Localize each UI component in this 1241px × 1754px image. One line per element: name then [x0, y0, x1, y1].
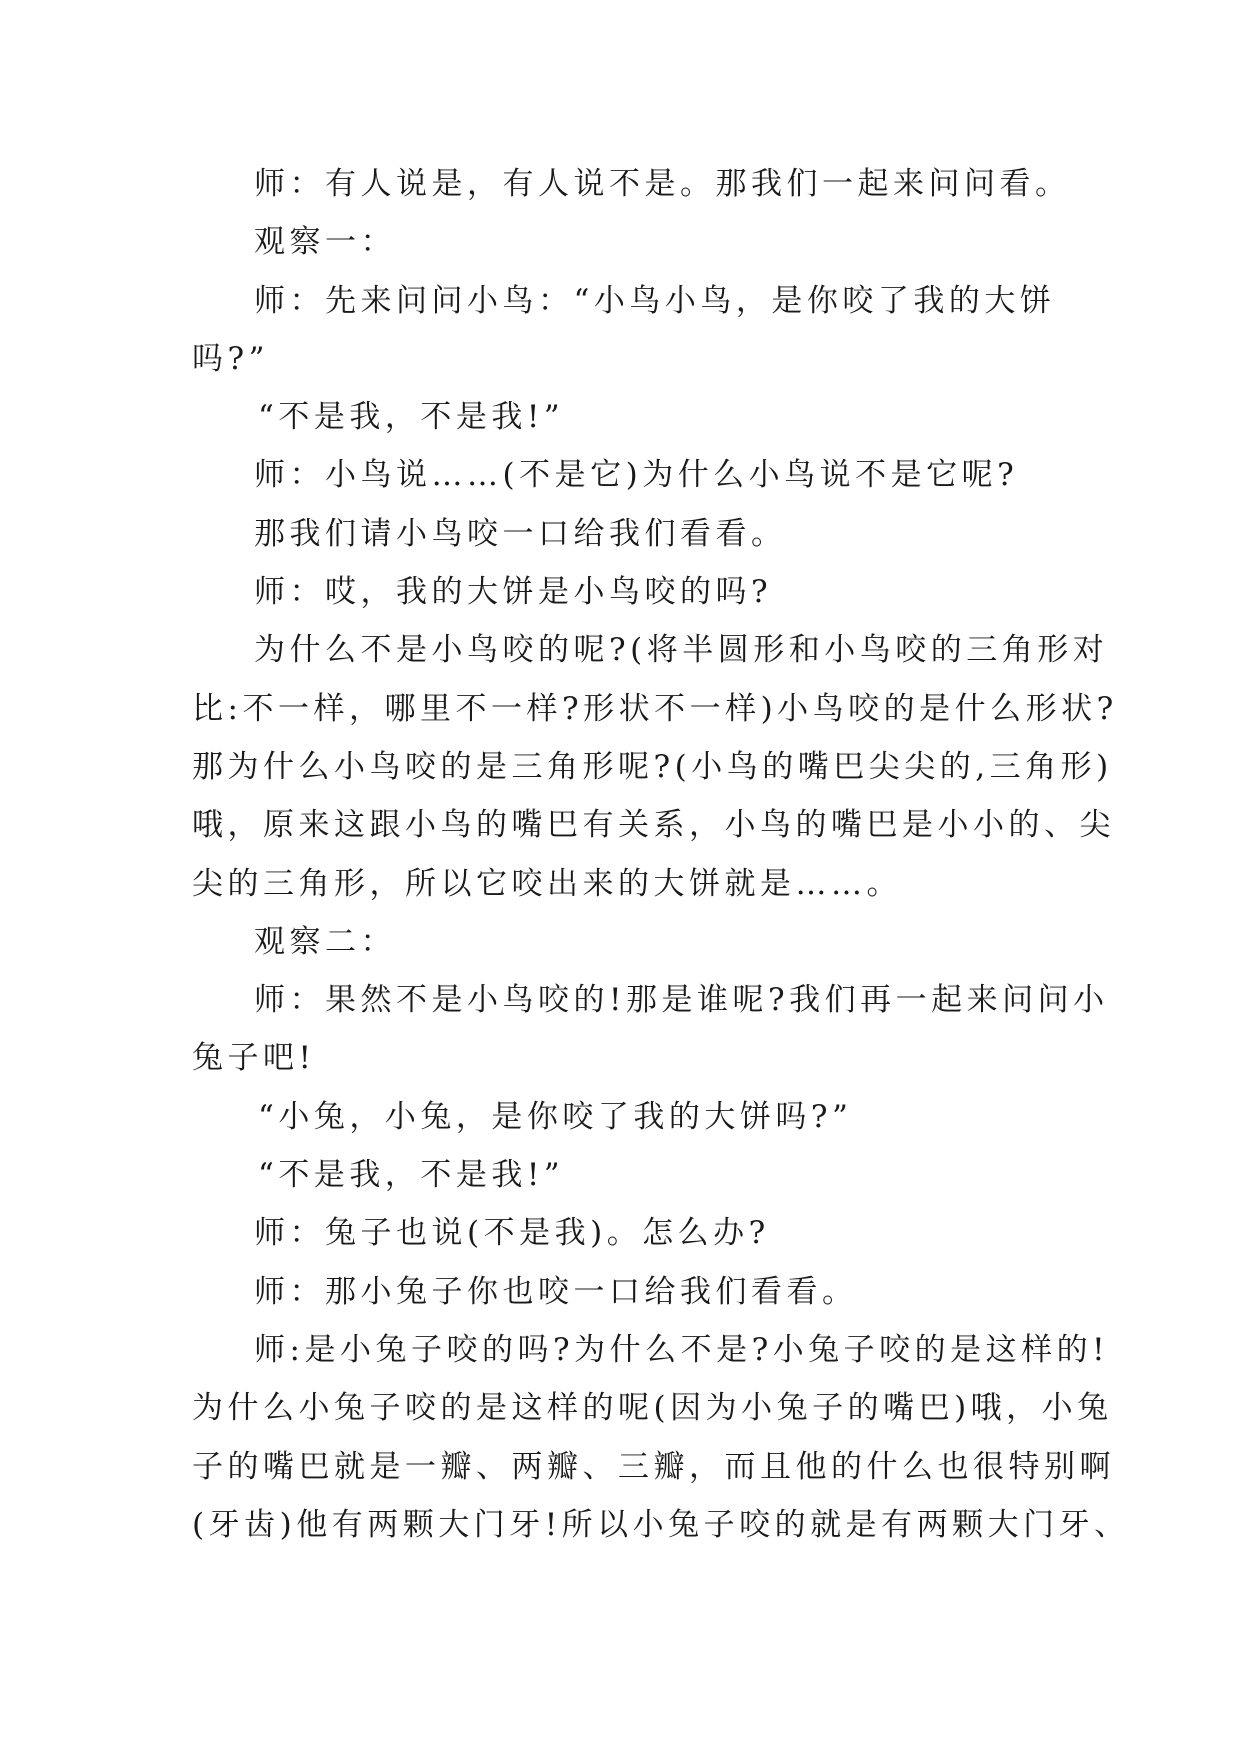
paragraph-line: 师:是小兔子咬的吗?为什么不是?小兔子咬的是这样的!	[254, 1331, 1110, 1368]
paragraph-line: 比:不一样，哪里不一样?形状不一样)小鸟咬的是什么形状?	[192, 690, 1118, 727]
paragraph-line: 子的嘴巴就是一瓣、两瓣、三瓣，而且他的什么也很特别啊	[192, 1448, 1115, 1485]
paragraph-line: “小兔，小兔，是你咬了我的大饼吗?”	[258, 1098, 853, 1135]
paragraph-line: 为什么小兔子咬的是这样的呢(因为小兔子的嘴巴)哦，小兔	[192, 1390, 1113, 1427]
paragraph-line: 那我们请小鸟咬一口给我们看看。	[254, 515, 787, 552]
paragraph-line: 吗?”	[192, 340, 269, 377]
paragraph-line: “不是我，不是我!”	[258, 1157, 565, 1194]
section-heading: 观察二：	[254, 923, 396, 960]
paragraph-line: 兔子吧!	[192, 1040, 316, 1077]
paragraph-line: 师：哎，我的大饼是小鸟咬的吗?	[254, 574, 773, 611]
paragraph-line: 师：有人说是，有人说不是。那我们一起来问问看。	[254, 166, 1071, 202]
paragraph-line: 师：先来问问小鸟：“小鸟小鸟，是你咬了我的大饼	[254, 282, 1056, 319]
paragraph-line: 师：果然不是小鸟咬的!那是谁呢?我们再一起来问问小	[254, 982, 1109, 1019]
paragraph-line: 师：小鸟说……(不是它)为什么小鸟说不是它呢?	[254, 457, 1019, 494]
paragraph-line: 为什么不是小鸟咬的呢?(将半圆形和小鸟咬的三角形对	[254, 632, 1109, 669]
paragraph-line: 哦，原来这跟小鸟的嘴巴有关系，小鸟的嘴巴是小小的、尖	[192, 807, 1115, 844]
document-body	[192, 155, 1130, 1554]
paragraph-line: 尖的三角形，所以它咬出来的大饼就是……。	[192, 865, 902, 902]
paragraph-line: “不是我，不是我!”	[258, 399, 565, 436]
paragraph-line: 那为什么小鸟咬的是三角形呢?(小鸟的嘴巴尖尖的,三角形)	[192, 748, 1113, 785]
paragraph-line: (牙齿)他有两颗大门牙!所以小兔子咬的就是有两颗大门牙、	[192, 1506, 1130, 1543]
paragraph-line: 师：那小兔子你也咬一口给我们看看。	[254, 1273, 858, 1310]
section-heading: 观察一：	[254, 224, 396, 261]
paragraph-line: 师：兔子也说(不是我)。怎么办?	[254, 1215, 770, 1252]
